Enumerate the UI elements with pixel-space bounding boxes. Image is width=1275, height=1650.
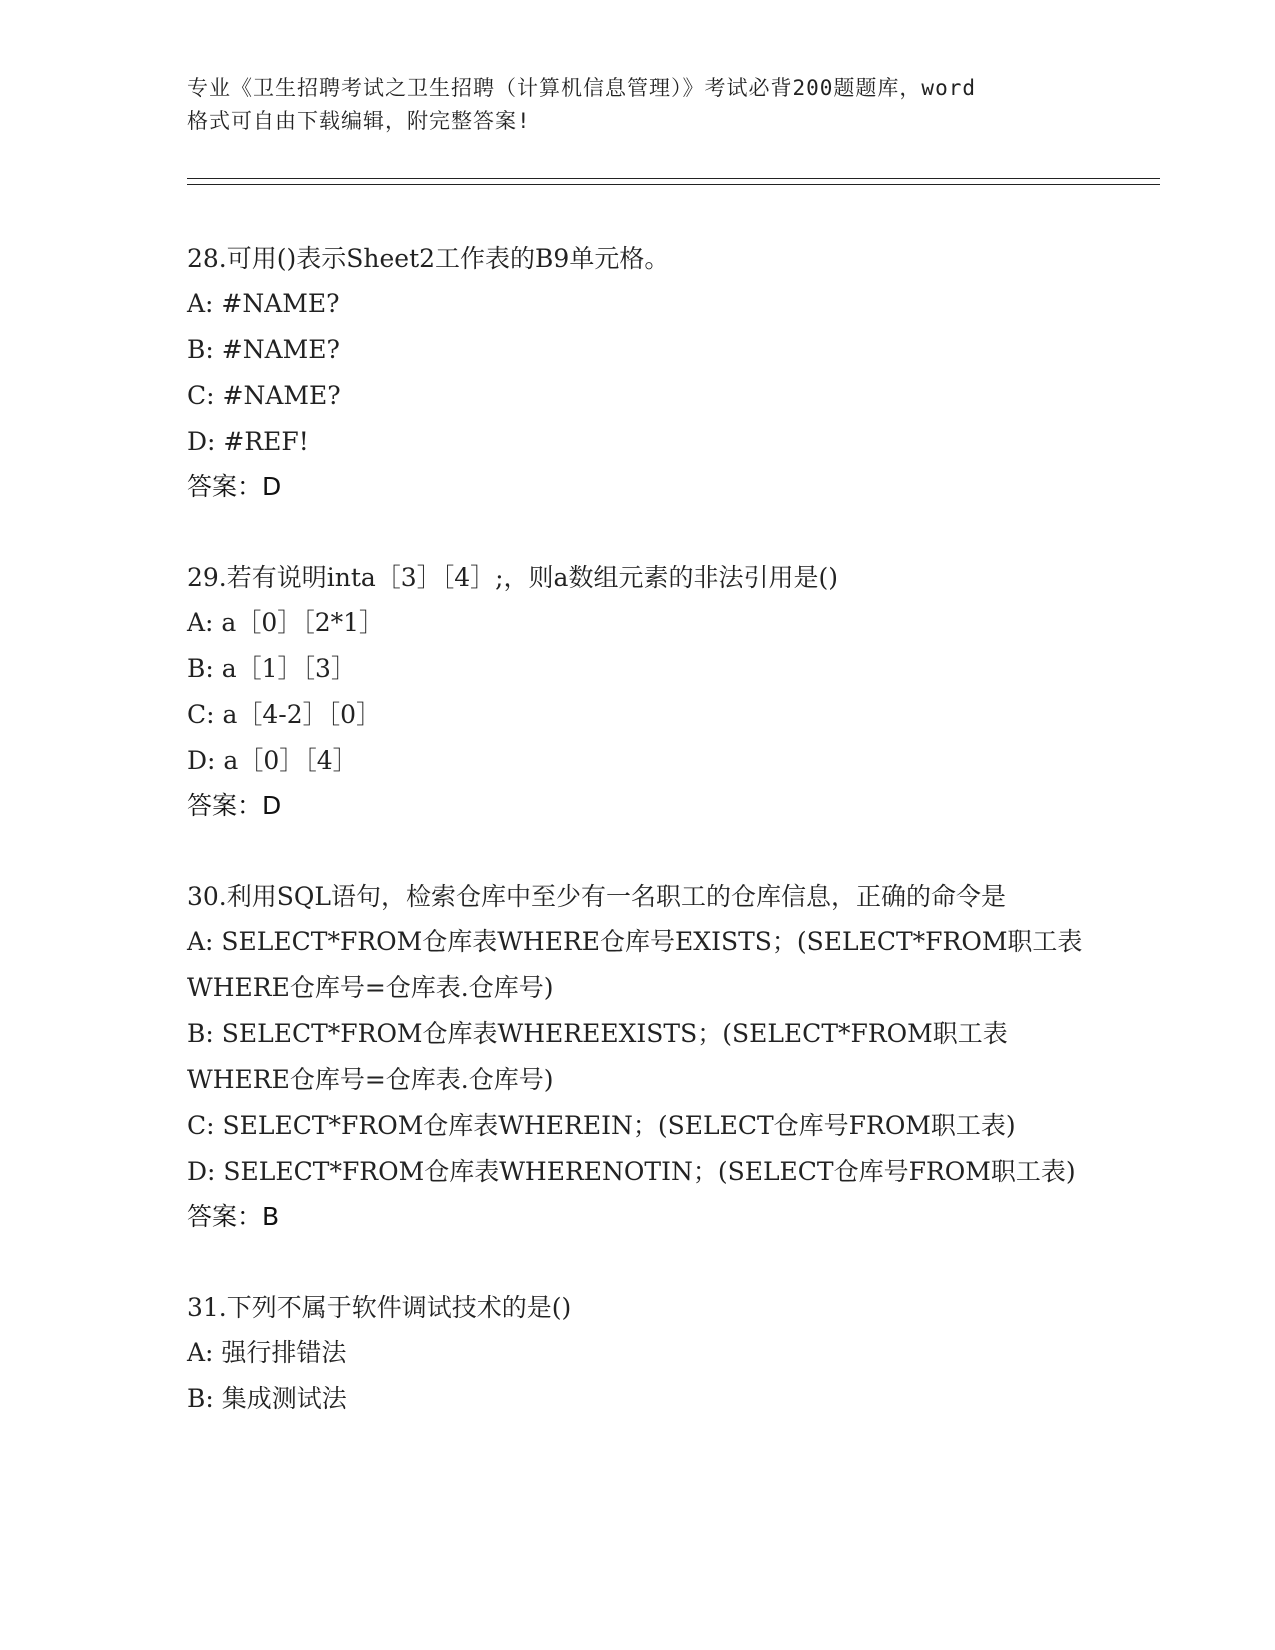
option-b: B: 集成测试法 (187, 1384, 347, 1413)
option-d: D: #REF! (187, 427, 309, 456)
question-stem: 29.若有说明inta［3］［4］;，则a数组元素的非法引用是() (187, 563, 838, 592)
question-28 (187, 236, 1087, 509)
answer-line: 答案：D (187, 791, 282, 820)
question-29 (187, 555, 1087, 828)
option-a: A: SELECT*FROM仓库表WHERE仓库号EXISTS；(SELECT*FROM职工表WHERE仓库号=仓库表.仓库号) (187, 927, 1083, 1002)
question-31 (187, 1285, 1087, 1422)
option-d: D: SELECT*FROM仓库表WHERENOTIN；(SELECT仓库号FROM职工表) (187, 1157, 1076, 1186)
answer-line: 答案：D (187, 472, 282, 501)
document-header (187, 72, 1087, 138)
option-a: A: 强行排错法 (187, 1338, 347, 1367)
option-a: A: a［0］［2*1］ (187, 608, 385, 637)
header-divider-bottom (187, 184, 1160, 185)
option-b: B: a［1］［3］ (187, 654, 356, 683)
question-30 (187, 874, 1087, 1239)
question-stem: 31.下列不属于软件调试技术的是() (187, 1293, 572, 1322)
option-b: B: #NAME? (187, 335, 340, 364)
option-c: C: SELECT*FROM仓库表WHEREIN；(SELECT仓库号FROM职工表) (187, 1111, 1016, 1140)
question-stem: 30.利用SQL语句，检索仓库中至少有一名职工的仓库信息，正确的命令是 (187, 882, 1006, 911)
option-d: D: a［0］［4］ (187, 746, 358, 775)
option-c: C: a［4-2］［0］ (187, 700, 382, 729)
option-a: A: #NAME? (187, 289, 340, 318)
answer-line: 答案：B (187, 1202, 280, 1231)
question-stem: 28.可用()表示Sheet2工作表的B9单元格。 (187, 244, 670, 273)
header-line-2: 格式可自由下载编辑，附完整答案! (187, 109, 531, 133)
header-line-1: 专业《卫生招聘考试之卫生招聘（计算机信息管理）》考试必背200题题库，word (187, 76, 976, 100)
header-divider-top (187, 178, 1160, 179)
option-c: C: #NAME? (187, 381, 341, 410)
option-b: B: SELECT*FROM仓库表WHEREEXISTS；(SELECT*FROM职工表WHERE仓库号=仓库表.仓库号) (187, 1019, 1008, 1094)
question-list (187, 236, 1087, 1468)
